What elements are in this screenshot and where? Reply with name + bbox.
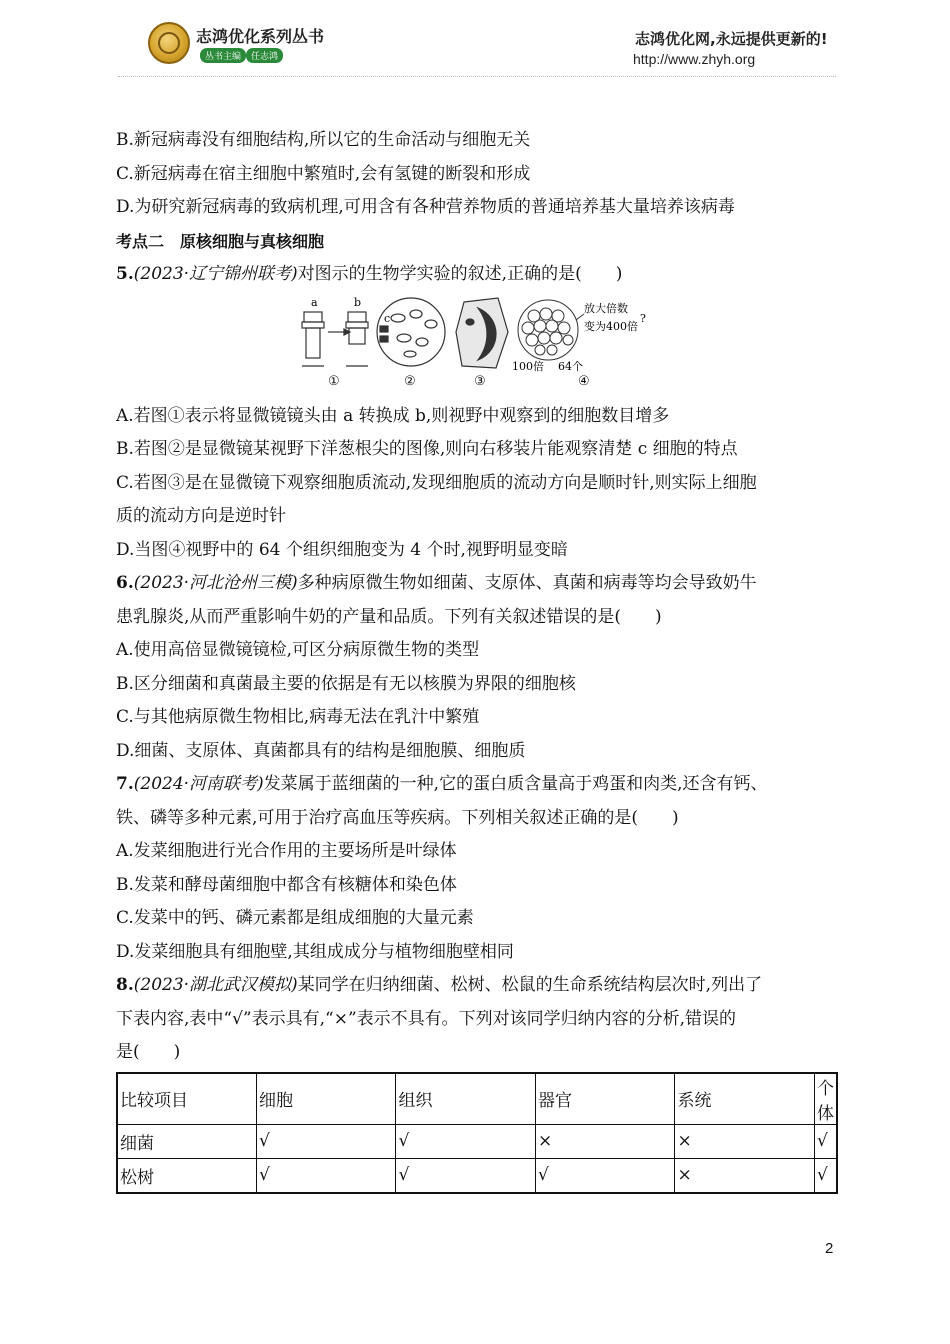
- q8-stem-line2: 下表内容,表中“√”表示具有,“×”表示不具有。下列对该同学归纳内容的分析,错误的: [116, 1008, 737, 1029]
- q5-option-d: D.当图④视野中的 64 个组织细胞变为 4 个时,视野明显变暗: [116, 539, 568, 560]
- lens-b-body: [349, 328, 365, 344]
- q8-stem-text-1: 某同学在归纳细菌、松树、松鼠的生命系统结构层次时,列出了: [297, 975, 763, 995]
- section-heading: 考点二 原核细胞与真核细胞: [116, 231, 325, 251]
- table-cell: ×: [675, 1124, 814, 1158]
- table-cell: √: [814, 1158, 837, 1193]
- lens-a-ring: [302, 322, 324, 328]
- tissue-view: [518, 300, 584, 360]
- brand-editor-name: 任志鸿: [246, 48, 283, 63]
- table-header-row: [117, 1073, 837, 1125]
- cytoplasm-flow-cell: [456, 298, 508, 368]
- lens-a-top: [304, 312, 322, 322]
- option-prev-c: C.新冠病毒在宿主细胞中繁殖时,会有氢键的断裂和形成: [116, 163, 531, 184]
- q6-source: (2023·河北沧州三模): [133, 573, 298, 593]
- q5-figure: [116, 292, 838, 400]
- q7-source: (2024·河南联考): [133, 774, 264, 794]
- q5-stem-text: 对图示的生物学实验的叙述,正确的是( ): [297, 264, 623, 284]
- page-content: [116, 124, 838, 1194]
- option-prev-b: B.新冠病毒没有细胞结构,所以它的生命活动与细胞无关: [116, 130, 531, 150]
- q7-number: 7.: [116, 774, 134, 794]
- table-header-cell: 比较项目: [117, 1073, 257, 1125]
- q8-number: 8.: [116, 975, 134, 995]
- lens-panel: [302, 312, 368, 366]
- q5-number: 5.: [116, 264, 134, 284]
- table-cell: √: [257, 1158, 396, 1193]
- table-cell: √: [396, 1158, 535, 1193]
- header-divider: [118, 76, 836, 77]
- figure-label-1: ①: [328, 373, 340, 389]
- option-prev-d: D.为研究新冠病毒的致病机理,可用含有各种营养物质的普通培养基大量培养该病毒: [116, 197, 735, 217]
- q7-option-b: B.发菜和酵母菌细胞中都含有核糖体和染色体: [116, 874, 457, 895]
- q6-option-c: C.与其他病原微生物相比,病毒无法在乳汁中繁殖: [116, 707, 480, 727]
- cell-c-label: c: [384, 311, 391, 325]
- q6-option-d: D.细菌、支原体、真菌都具有的结构是细胞膜、细胞质: [116, 740, 526, 761]
- q6-stem-line2: 患乳腺炎,从而严重影响牛奶的产量和品质。下列有关叙述错误的是( ): [116, 606, 662, 627]
- q8-source: (2023·湖北武汉模拟): [133, 975, 298, 995]
- brand-logo-icon: [148, 22, 190, 64]
- table-cell: √: [535, 1158, 674, 1193]
- q7-option-c: C.发菜中的钙、磷元素都是组成细胞的大量元素: [116, 908, 474, 928]
- tissue-note-question: ?: [640, 311, 646, 325]
- q5-option-c-line1: C.若图③是在显微镜下观察细胞质流动,发现细胞质的流动方向是顺时针,则实际上细胞: [116, 472, 757, 493]
- lens-b-ring: [346, 322, 368, 328]
- lens-b-top: [348, 312, 366, 322]
- header-slogan: 志鸿优化网,永远提供更新的!: [635, 30, 828, 48]
- figure-label-2: ②: [404, 373, 416, 389]
- table-cell: √: [396, 1124, 535, 1158]
- q6-stem: [116, 567, 838, 601]
- table-cell: 细菌: [117, 1124, 257, 1158]
- q5-option-c-line2: 质的流动方向是逆时针: [116, 506, 286, 526]
- table-cell: ×: [675, 1158, 814, 1193]
- table-header-cell: 组织: [396, 1073, 535, 1125]
- table-row: [117, 1124, 837, 1158]
- q7-stem-text-1: 发菜属于蓝细菌的一种,它的蛋白质含量高于鸡蛋和肉类,还含有钙、: [263, 774, 768, 794]
- q8-table-wrap: [116, 1072, 838, 1194]
- q6-stem-text-1: 多种病原微生物如细菌、支原体、真菌和病毒等均会导致奶牛: [297, 573, 757, 593]
- q8-table: [116, 1072, 838, 1194]
- q8-stem: [116, 969, 838, 1003]
- table-header-cell: 细胞: [257, 1073, 396, 1125]
- q7-stem: [116, 768, 838, 802]
- q5-option-a: A.若图①表示将显微镜镜头由 a 转换成 b,则视野中观察到的细胞数目增多: [116, 405, 670, 426]
- q5-option-b: B.若图②是显微镜某视野下洋葱根尖的图像,则向右移装片能观察清楚 c 细胞的特点: [116, 439, 738, 459]
- table-cell: √: [814, 1124, 837, 1158]
- q6-number: 6.: [116, 573, 134, 593]
- table-cell: ×: [535, 1124, 674, 1158]
- figure-label-3: ③: [474, 373, 486, 389]
- table-header-cell: 器官: [535, 1073, 674, 1125]
- lens-a-label: a: [311, 295, 318, 309]
- root-tip-view: [377, 298, 445, 366]
- lens-a-body: [306, 328, 320, 358]
- figure-label-4: ④: [578, 373, 590, 389]
- header-website-link[interactable]: http://www.zhyh.org: [633, 51, 756, 67]
- q8-stem-line3: 是( ): [116, 1042, 181, 1062]
- q6-option-a: A.使用高倍显微镜镜检,可区分病原微生物的类型: [116, 640, 480, 660]
- page-number: 2: [825, 1240, 834, 1257]
- tissue-note-count: 64个: [558, 359, 583, 373]
- table-header-cell: 个体: [814, 1073, 837, 1125]
- q7-stem-line2: 铁、磷等多种元素,可用于治疗高血压等疾病。下列相关叙述正确的是( ): [116, 807, 679, 828]
- tissue-note-line2: 变为400倍: [584, 319, 638, 333]
- brand-editor-label: 丛书主编: [200, 48, 246, 63]
- q6-option-b: B.区分细菌和真菌最主要的依据是有无以核膜为界限的细胞核: [116, 673, 576, 694]
- q7-option-d: D.发菜细胞具有细胞壁,其组成成分与植物细胞壁相同: [116, 941, 514, 962]
- q5-stem: [116, 258, 838, 292]
- lens-b-label: b: [354, 295, 362, 309]
- table-cell: √: [257, 1124, 396, 1158]
- tissue-note-mag: 100倍: [512, 359, 544, 373]
- brand-title: 志鸿优化系列丛书: [196, 27, 325, 46]
- tissue-note-line1: 放大倍数: [584, 301, 628, 315]
- table-cell: 松树: [117, 1158, 257, 1193]
- table-row: [117, 1158, 837, 1193]
- page-header: [0, 0, 950, 80]
- q7-option-a: A.发菜细胞进行光合作用的主要场所是叶绿体: [116, 841, 457, 861]
- q5-source: (2023·辽宁锦州联考): [133, 264, 298, 284]
- table-header-cell: 系统: [675, 1073, 814, 1125]
